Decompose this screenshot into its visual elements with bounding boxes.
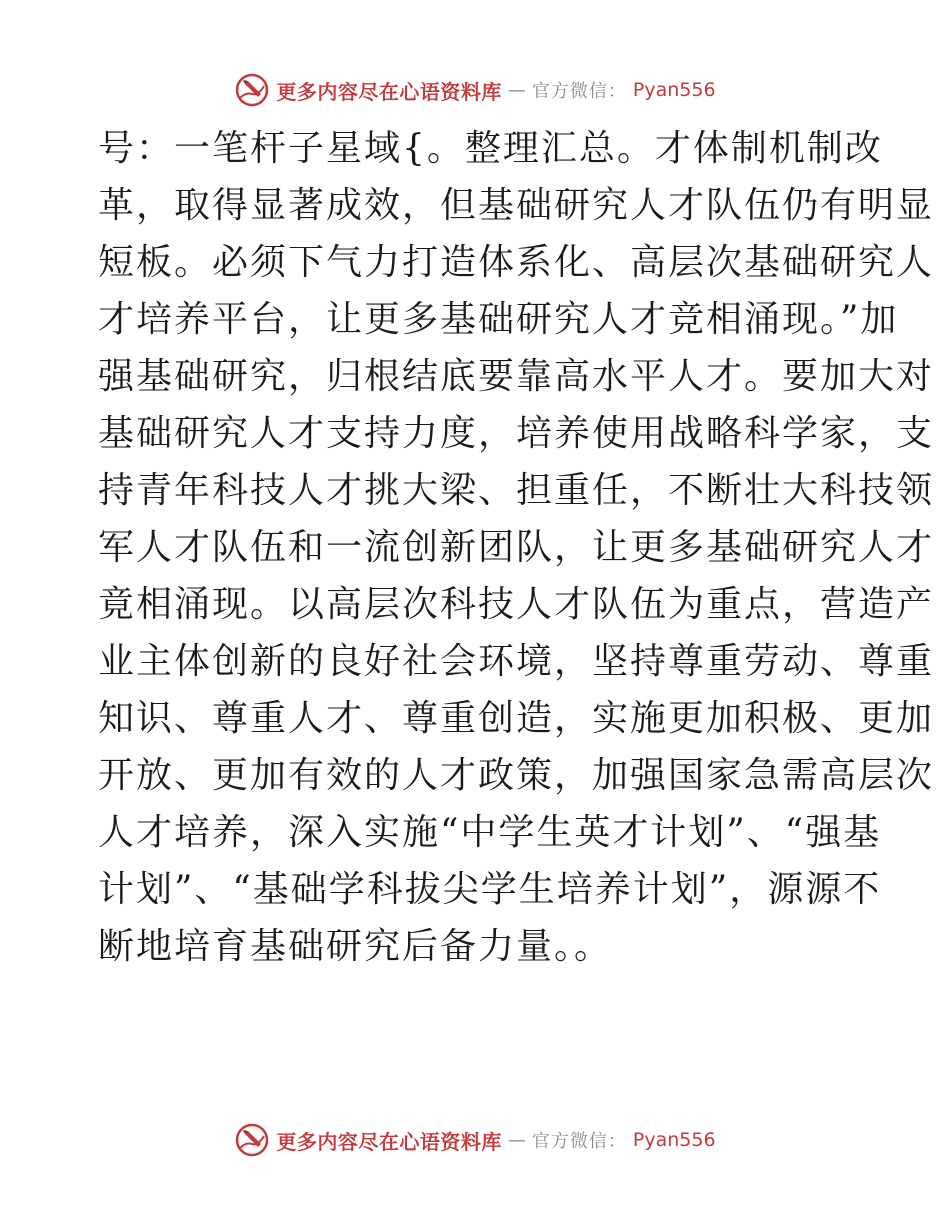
banner-wechat-label: 官方微信： — [531, 81, 627, 102]
banner-wechat-id: Pyan556 — [632, 79, 716, 101]
body-line: 短板。必须下气力打造体系化、高层次基础研究人 — [98, 242, 935, 283]
body-line: 人才培养，深入实施“中学生英才计划”、“强基 — [98, 812, 882, 853]
footer-banner — [0, 1120, 950, 1160]
body-line: 军人才队伍和一流创新团队，让更多基础研究人才 — [98, 527, 935, 568]
banner-dash: — — [507, 79, 526, 101]
banner-wechat-id: Pyan556 — [632, 1129, 716, 1151]
body-line: 号：一笔杆子星域{。整理汇总。才体制机制改 — [98, 128, 883, 169]
body-line: 业主体创新的良好社会环境，坚持尊重劳动、尊重 — [98, 641, 935, 682]
body-line: 持青年科技人才挑大梁、担重任，不断壮大科技领 — [98, 470, 935, 511]
body-line: 才培养平台，让更多基础研究人才竞相涌现。”加 — [98, 299, 899, 340]
banner-wechat-label: 官方微信： — [531, 1131, 627, 1152]
header-banner — [0, 70, 950, 110]
body-line: 强基础研究，归根结底要靠高水平人才。要加大对 — [98, 356, 935, 397]
body-line: 革，取得显著成效，但基础研究人才队伍仍有明显 — [98, 185, 935, 226]
banner-dash: — — [507, 1129, 526, 1151]
pen-logo-icon — [234, 72, 270, 108]
body-line: 开放、更加有效的人才政策，加强国家急需高层次 — [98, 755, 935, 796]
body-line: 基础研究人才支持力度，培养使用战略科学家，支 — [98, 413, 935, 454]
document-body — [98, 120, 935, 975]
body-line: 竟相涌现。以高层次科技人才队伍为重点，营造产 — [98, 584, 935, 625]
body-line: 知识、尊重人才、尊重创造，实施更加积极、更加 — [98, 698, 935, 739]
banner-title: 更多内容尽在心语资料库 — [276, 79, 502, 104]
body-line: 断地培育基础研究后备力量。。 — [98, 926, 613, 967]
banner-title: 更多内容尽在心语资料库 — [276, 1129, 502, 1154]
pen-logo-icon — [234, 1122, 270, 1158]
body-line: 计划”、“基础学科拔尖学生培养计划”，源源不 — [98, 869, 882, 910]
